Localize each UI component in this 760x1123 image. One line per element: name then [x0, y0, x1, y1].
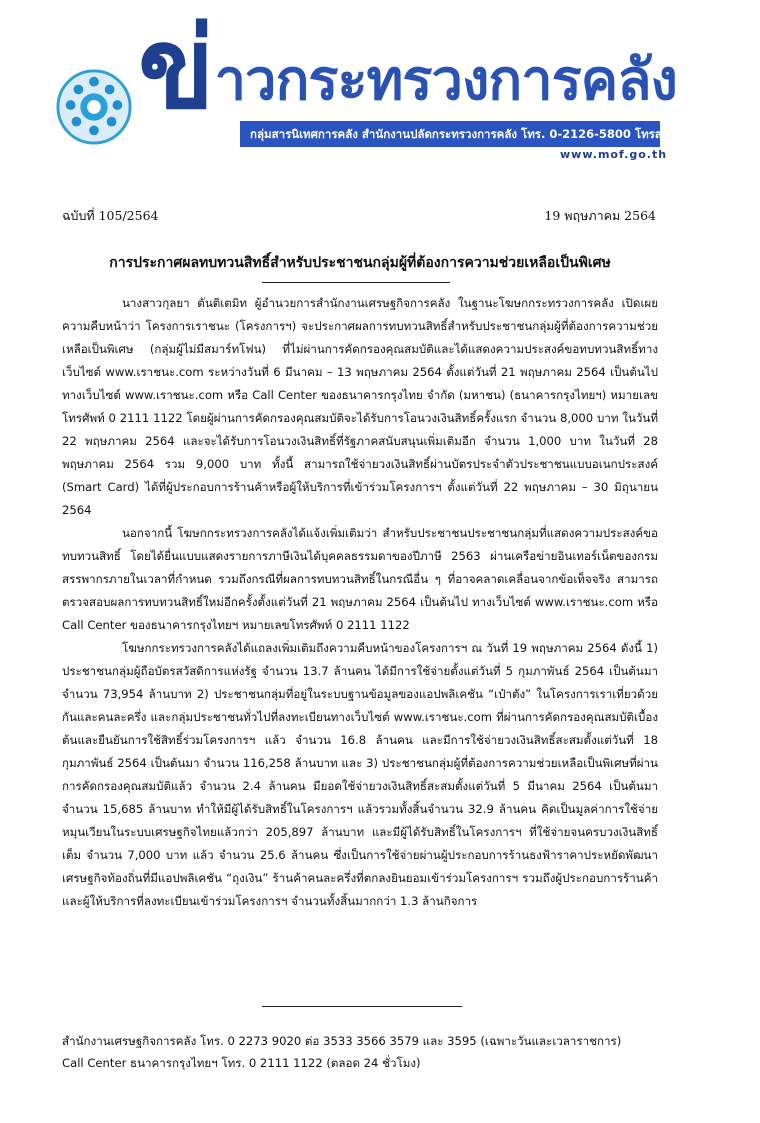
title-underline: [262, 282, 450, 283]
contact-bar: กลุ่มสารนิเทศการคลัง สำนักงานปลัดกระทรวงการคลัง โทร. 0-2126-5800 โทรสาร 0-2273-9763: [240, 121, 660, 147]
brand-title: าวกระทรวงการคลัง: [214, 48, 677, 113]
website-url: www.mof.go.th: [560, 148, 668, 161]
brand-wordmark: [138, 4, 677, 134]
paragraph-3: โฆษกกระทรวงการคลังได้แถลงเพิ่มเติมถึงความคืบหน้าของโครงการฯ ณ วันที่ 19 พฤษภาคม 2564 ดังนี้ 1) ประชาชนกลุ่มผู้ถือบัตรสวัสดิการแห่งรัฐ จำนวน 13.7 ล้านคน ได้มีการใช้จ่ายตั้งแต่วันที่ 5 กุมภาพันธ์ 2564 เป็นต้นมา จำนวน 73,954 ล้านบาท 2) ประชาชนกลุ่มที่อยู่ในระบบฐานข้อมูลของแอปพลิเคชัน “เป๋าตัง” ในโครงการเราเที่ยวด้วยกันและคนละครึ่ง และกลุ่มประชาชนทั่วไปที่ลงทะเบียนทางเว็บไซต์ www.เราชนะ.com ที่ผ่านการคัดกรองคุณสมบัติเบื้องต้นและยืนยันการใช้สิทธิ์ร่วมโครงการฯ แล้ว จำนวน 16.8 ล้านคน และมีการใช้จ่ายวงเงินสิทธิ์สะสมตั้งแต่วันที่ 18 กุมภาพันธ์ 2564 เป็นต้นมา จำนวน 116,258 ล้านบาท และ 3) ประชาชนกลุ่มผู้ที่ต้องการความช่วยเหลือเป็นพิเศษที่ผ่านการคัดกรองคุณสมบัติแล้ว จำนวน 2.4 ล้านคน มียอดใช้จ่ายวงเงินสิทธิ์สะสมตั้งแต่วันที่ 5 มีนาคม 2564 เป็นต้นมา จำนวน 15,685 ล้านบาท ทำให้มีผู้ได้รับสิทธิ์ในโครงการฯ แล้วรวมทั้งสิ้นจำนวน 32.9 ล้านคน คิดเป็นมูลค่าการใช้จ่ายหมุนเวียนในระบบเศรษฐกิจไทยแล้วกว่า 205,897 ล้านบาท และมีผู้ได้รับสิทธิ์ในโครงการฯ ที่ใช้จ่ายจนครบวงเงินสิทธิ์เต็ม จำนวน 7,000 บาท แล้ว จำนวน 25.6 ล้านคน ซึ่งเป็นการใช้จ่ายผ่านผู้ประกอบการร้านธงฟ้าราคาประหยัดพัฒนาเศรษฐกิจท้องถิ่นที่มีแอปพลิเคชัน “ถุงเงิน” ร้านค้าคนละครึ่งที่ตกลงยินยอมเข้าร่วมโครงการฯ รวมถึงผู้ประกอบการร้านค้าและผู้ให้บริการที่ลงทะเบียนเข้าร่วมโครงการฯ จำนวนทั้งสิ้นมากกว่า 1.3 ล้านกิจการ: [62, 641, 658, 908]
footer-line-2: Call Center ธนาคารกรุงไทยฯ โทร. 0 2111 1122 (ตลอด 24 ชั่วโมง): [62, 1056, 421, 1070]
ministry-emblem-icon: [55, 68, 133, 146]
document-body: [62, 292, 658, 913]
letterhead: [0, 0, 760, 175]
issue-date: 19 พฤษภาคม 2564: [544, 208, 656, 223]
footer-line-1: สำนักงานเศรษฐกิจการคลัง โทร. 0 2273 9020 ต่อ 3533 3566 3579 และ 3595 (เฉพาะวันและเวลาราชการ): [62, 1034, 622, 1048]
document-title: การประกาศผลทบทวนสิทธิ์สำหรับประชาชนกลุ่มผู้ที่ต้องการความช่วยเหลือเป็นพิเศษ: [109, 255, 611, 271]
end-divider: [262, 1006, 462, 1007]
issue-number: ฉบับที่ 105/2564: [62, 208, 159, 223]
brand-lead: ข่: [138, 4, 211, 134]
paragraph-2: นอกจากนี้ โฆษกกระทรวงการคลังได้แจ้งเพิ่มเติมว่า สำหรับประชาชนประชาชนกลุ่มที่แสดงความประสงค์ขอทบทวนสิทธิ์ โดยได้ยื่นแบบแสดงรายการภาษีเงินได้บุคคลธรรมดาของปีภาษี 2563 ผ่านเครือข่ายอินเทอร์เน็ตของกรมสรรพากรภายในเวลาที่กำหนด รวมถึงกรณีที่ผลการทบทวนสิทธิ์ในกรณีอื่น ๆ ที่อาจคลาดเคลื่อนจากข้อเท็จจริง สามารถตรวจสอบผลการทบทวนสิทธิ์ใหม่อีกครั้งตั้งแต่วันที่ 21 พฤษภาคม 2564 เป็นต้นไป ทางเว็บไซต์ www.เราชนะ.com หรือ Call Center ของธนาคารกรุงไทยฯ หมายเลขโทรศัพท์ 0 2111 1122: [62, 526, 658, 632]
contact-footer: [62, 1030, 662, 1074]
paragraph-1: นางสาวกุลยา ตันติเตมิท ผู้อำนวยการสำนักงานเศรษฐกิจการคลัง ในฐานะโฆษกกระทรวงการคลัง เปิดเผยความคืบหน้าว่า โครงการเราชนะ (โครงการฯ) จะประกาศผลการทบทวนสิทธิ์สำหรับประชาชนกลุ่มผู้ที่ต้องการความช่วยเหลือเป็นพิเศษ (กลุ่มผู้ไม่มีสมาร์ทโฟน) ที่ไม่ผ่านการคัดกรองคุณสมบัติและได้แสดงความประสงค์ขอทบทวนสิทธิ์ทางเว็บไซต์ www.เราชนะ.com ระหว่างวันที่ 6 มีนาคม – 13 พฤษภาคม 2564 ตั้งแต่วันที่ 21 พฤษภาคม 2564 เป็นต้นไป ทางเว็บไซต์ www.เราชนะ.com หรือ Call Center ของธนาคารกรุงไทย จำกัด (มหาชน) (ธนาคารกรุงไทยฯ) หมายเลขโทรศัพท์ 0 2111 1122 โดยผู้ผ่านการคัดกรองคุณสมบัติจะได้รับการโอนวงเงินสิทธิ์ครั้งแรก จำนวน 8,000 บาท ในวันที่ 22 พฤษภาคม 2564 และจะได้รับการโอนวงเงินสิทธิ์ที่รัฐภาคสนับสนุนเพิ่มเติมอีก จำนวน 1,000 บาท ในวันที่ 28 พฤษภาคม 2564 รวม 9,000 บาท ทั้งนี้ สามารถใช้จ่ายวงเงินสิทธิ์ผ่านบัตรประจำตัวประชาชนแบบอเนกประสงค์ (Smart Card) ได้ที่ผู้ประกอบการร้านค้าหรือผู้ให้บริการที่เข้าร่วมโครงการฯ ตั้งแต่วันที่ 22 พฤษภาคม – 30 มิถุนายน 2564: [62, 296, 658, 517]
